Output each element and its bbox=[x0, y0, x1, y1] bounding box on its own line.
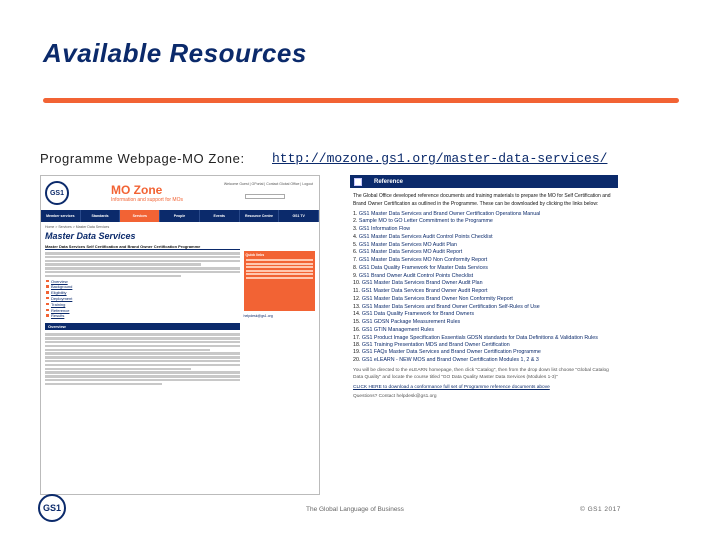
nav-item[interactable]: Standards bbox=[81, 210, 121, 222]
section-link[interactable]: Overview bbox=[51, 279, 240, 284]
text-line bbox=[45, 352, 240, 355]
list-item[interactable]: 12. GS1 Master Data Services Brand Owner Non Conformity Report bbox=[353, 295, 513, 302]
mozone-header bbox=[41, 176, 319, 210]
section-link[interactable]: Results bbox=[51, 313, 240, 318]
text-line bbox=[45, 271, 240, 274]
list-item[interactable]: 3. GS1 Information Flow bbox=[353, 226, 411, 233]
section-link[interactable]: Eligibility bbox=[51, 290, 240, 295]
list-item[interactable]: 20. GS1 eLEARN - NEW MOS and Brand Owner Certification Modules 1, 2 & 3 bbox=[353, 357, 539, 364]
text-line bbox=[45, 349, 210, 352]
list-item[interactable]: 7. GS1 Master Data Services MO Non Conformity Report bbox=[353, 257, 488, 264]
download-all-text[interactable]: CLICK HERE to download a conformance full set of Programme reference documents above bbox=[353, 384, 550, 390]
footer-copyright: © GS1 2017 bbox=[580, 506, 621, 513]
mozone-sidebar bbox=[244, 251, 315, 387]
text-line bbox=[45, 356, 240, 359]
text-line bbox=[246, 266, 313, 268]
footer-tagline: The Global Language of Business bbox=[306, 506, 404, 513]
section-link[interactable]: Deployment bbox=[51, 296, 240, 301]
text-line bbox=[45, 368, 191, 371]
slide-title: Available Resources bbox=[43, 38, 307, 68]
overview-header: Overview bbox=[45, 323, 240, 330]
text-line bbox=[246, 263, 313, 265]
list-item[interactable]: 9. GS1 Brand Owner Audit Control Points Checklist bbox=[353, 272, 474, 279]
text-line bbox=[45, 364, 240, 367]
section-link[interactable]: Background bbox=[51, 284, 240, 289]
nav-item[interactable]: People bbox=[160, 210, 200, 222]
text-line bbox=[246, 273, 313, 275]
questions-contact[interactable]: Questions? Contact helpdesk@gs1.org bbox=[353, 394, 437, 400]
helpdesk-email-link[interactable]: helpdesk@gs1.org bbox=[243, 314, 273, 318]
download-all-link[interactable] bbox=[350, 382, 618, 392]
text-line bbox=[45, 360, 240, 363]
text-line bbox=[45, 371, 240, 374]
top-links[interactable]: Welcome Guest | GPortal | Contact Global Office | Logout bbox=[223, 182, 313, 186]
document-icon bbox=[354, 178, 362, 186]
footer-gs1-logo: GS1 bbox=[38, 494, 66, 522]
nav-item[interactable]: GS1 TV bbox=[279, 210, 319, 222]
list-item[interactable]: 17. GS1 Product Image Specification Essentials GDSN standards for Data Definitions & Validation Rules bbox=[353, 334, 598, 341]
text-line bbox=[45, 383, 162, 386]
text-line bbox=[45, 267, 240, 270]
nav-item[interactable]: Events bbox=[200, 210, 240, 222]
list-item[interactable]: 14. GS1 Data Quality Framework for Brand Owners bbox=[353, 311, 475, 318]
quick-links-title: Quick links bbox=[245, 253, 265, 257]
text-line bbox=[45, 256, 240, 259]
mozone-brand bbox=[111, 183, 183, 203]
page-heading: Master Data Services bbox=[45, 231, 136, 241]
section-link[interactable]: Reference bbox=[51, 308, 240, 313]
text-line bbox=[45, 341, 240, 344]
programme-url-link[interactable]: http://mozone.gs1.org/master-data-services/ bbox=[272, 151, 608, 166]
mozone-tagline: Information and support for MOs bbox=[111, 197, 183, 203]
list-item[interactable]: 13. GS1 Master Data Services and Brand Owner Certification Self-Rules of Use bbox=[353, 303, 540, 310]
list-item[interactable]: 2. Sample MO to GO Letter Commitment to the Programme bbox=[353, 218, 493, 225]
nav-item[interactable]: Member services bbox=[41, 210, 81, 222]
reference-title: Reference bbox=[374, 178, 404, 185]
text-line bbox=[45, 375, 240, 378]
title-divider bbox=[43, 98, 679, 103]
list-item[interactable]: 15. GS1 GDSN Package Measurement Rules bbox=[353, 319, 461, 326]
text-line bbox=[45, 252, 240, 255]
text-line bbox=[246, 277, 313, 279]
reference-page-screenshot bbox=[350, 175, 618, 468]
text-line bbox=[45, 345, 240, 348]
text-line bbox=[45, 275, 181, 278]
list-item[interactable]: 10. GS1 Master Data Services Brand Owner Audit Plan bbox=[353, 280, 483, 287]
list-item[interactable]: 5. GS1 Master Data Services MO Audit Plan bbox=[353, 241, 457, 248]
text-line bbox=[45, 260, 240, 263]
list-item[interactable]: 6. GS1 Master Data Services MO Audit Report bbox=[353, 249, 463, 256]
text-line bbox=[246, 270, 313, 272]
nav-item[interactable]: Resource Centre bbox=[240, 210, 280, 222]
list-item[interactable]: 11. GS1 Master Data Services Brand Owner Audit Report bbox=[353, 288, 488, 295]
mozone-main bbox=[45, 225, 240, 387]
reference-header-bar bbox=[350, 175, 618, 188]
mozone-title: MO Zone bbox=[111, 183, 163, 197]
list-item[interactable]: 16. GS1 GTIN Management Rules bbox=[353, 326, 434, 333]
programme-label: Programme Webpage-MO Zone: bbox=[40, 151, 245, 166]
reference-list bbox=[350, 211, 618, 365]
list-item[interactable]: 1. GS1 Master Data Services and Brand Owner Certification Operations Manual bbox=[353, 210, 541, 217]
mozone-page-screenshot bbox=[40, 175, 320, 495]
text-line bbox=[246, 259, 313, 261]
text-line bbox=[45, 337, 240, 340]
list-item[interactable]: 8. GS1 Data Quality Framework for Master Data Services bbox=[353, 264, 488, 271]
breadcrumb[interactable]: Home > Services > Master Data Services bbox=[45, 225, 110, 229]
mozone-body bbox=[41, 222, 319, 390]
page-subheading: Master Data Services Self Certification and Brand Owner Certification Programme bbox=[45, 244, 240, 250]
nav-item-active[interactable]: Services bbox=[120, 210, 160, 222]
list-item[interactable]: 19. GS1 FAQs Master Data Services and Brand Owner Certification Programme bbox=[353, 349, 541, 356]
mozone-nav bbox=[41, 210, 319, 222]
text-line bbox=[45, 333, 240, 336]
list-item[interactable]: 18. GS1 Training Presentation MDS and Brand Owner Certification bbox=[353, 341, 510, 348]
gs1-logo: GS1 bbox=[45, 181, 69, 205]
section-link[interactable]: Training bbox=[51, 302, 240, 307]
text-line bbox=[45, 379, 240, 382]
text-line bbox=[45, 263, 201, 266]
search-input[interactable] bbox=[245, 194, 285, 199]
elearn-footnote: You will be directed to the eLEARN homepage, then click "Catalog", then from the drop down list choose "Global Catalog Data Quality" and locate the course titled "GO Data Quality Master Data Services (Modules 1-3)" bbox=[353, 367, 609, 381]
list-item[interactable]: 4. GS1 Master Data Services Audit Control Points Checklist bbox=[353, 233, 493, 240]
quick-links-box[interactable] bbox=[244, 251, 315, 311]
reference-intro: The Global Office developed reference documents and training materials to prepare the MO for Self Certification and Brand Owner Certification as outlined in the Programme. These can be downloaded by clicking the links below: bbox=[353, 193, 611, 208]
